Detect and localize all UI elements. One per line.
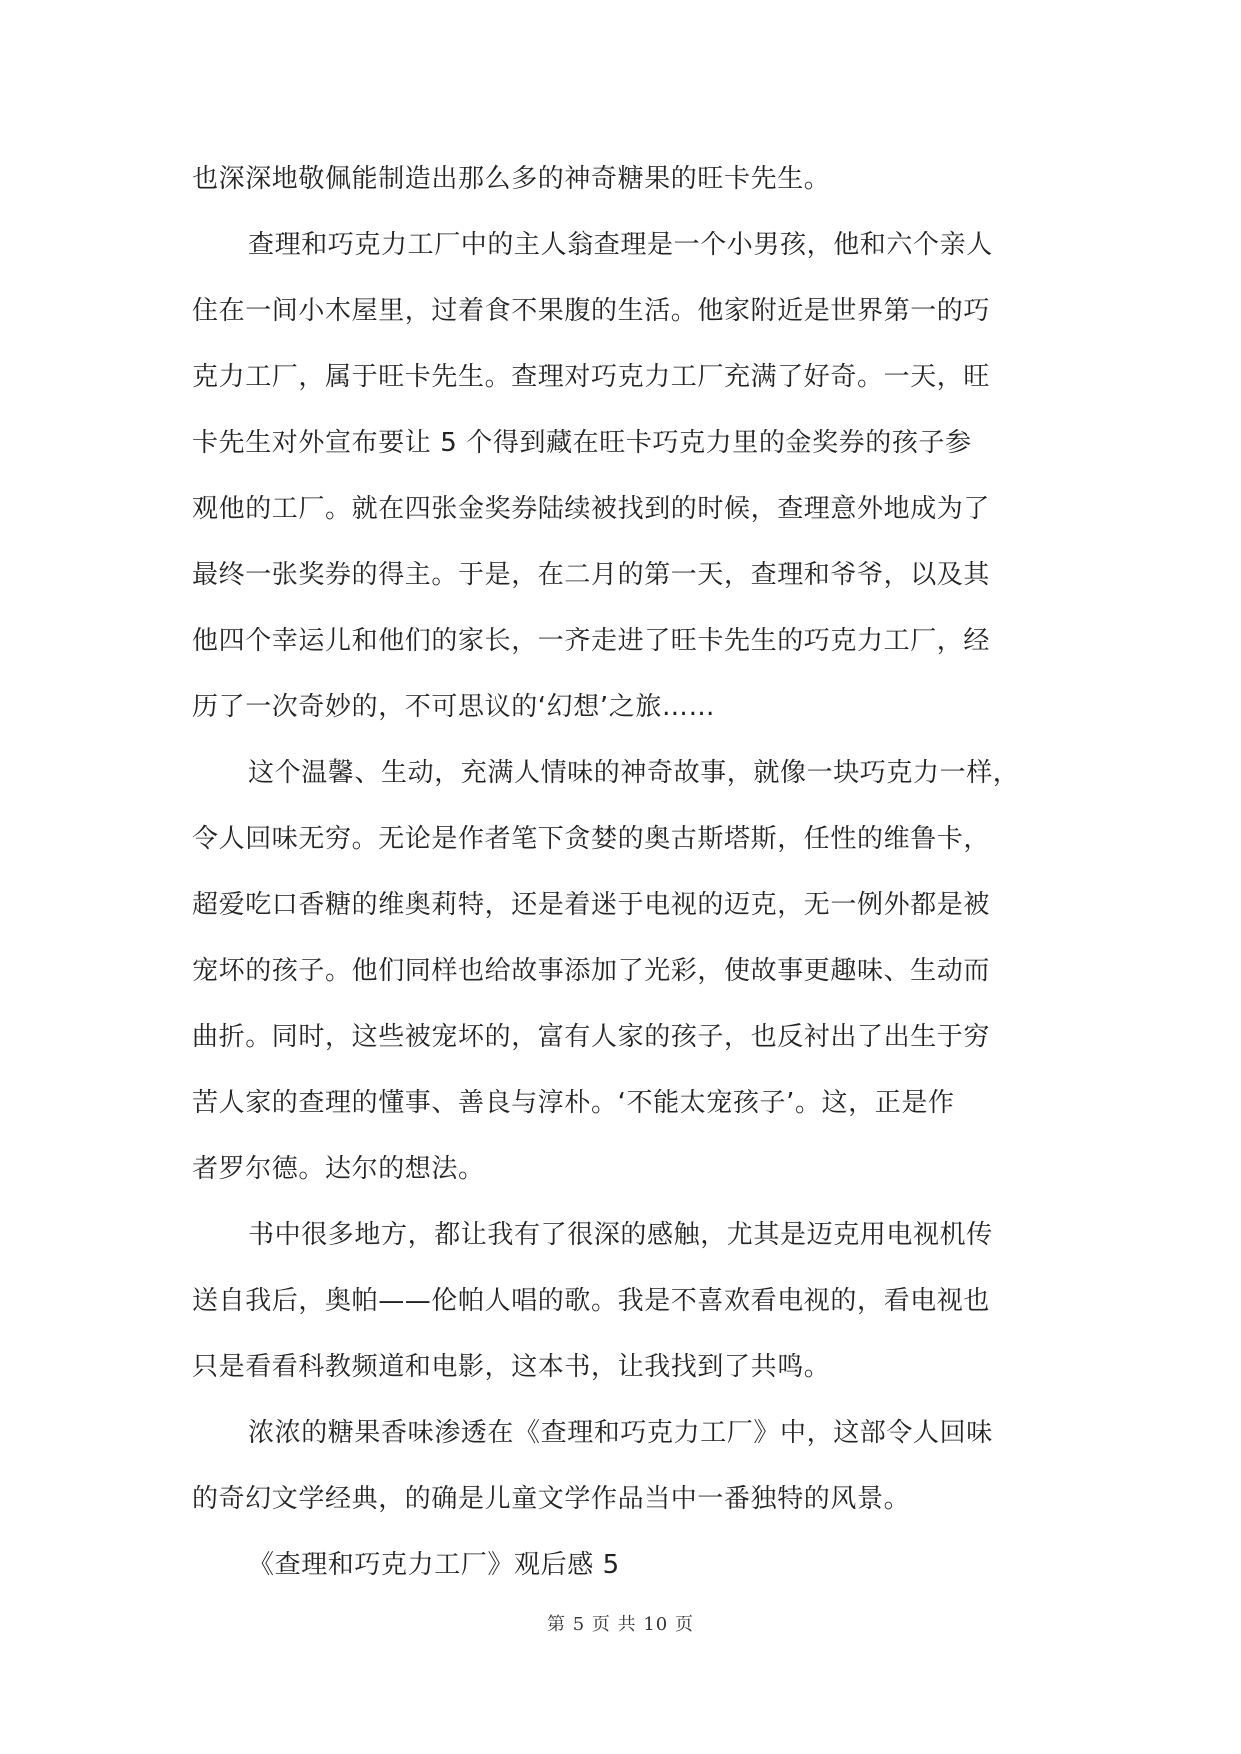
text-line: 令人回味无穷。无论是作者笔下贪婪的奥古斯塔斯，任性的维鲁卡， (192, 824, 991, 854)
text-line: 克力工厂，属于旺卡先生。查理对巧克力工厂充满了好奇。一天，旺 (192, 362, 991, 392)
text-line: 曲折。同时，这些被宠坏的，富有人家的孩子，也反衬出了出生于穷 (192, 1022, 991, 1052)
text-line: 观他的工厂。就在四张金奖券陆续被找到的时候，查理意外地成为了 (192, 494, 991, 524)
text-line: 这个温馨、生动，充满人情味的神奇故事，就像一块巧克力一样， (248, 758, 1020, 788)
text-line: 最终一张奖券的得主。于是，在二月的第一天，查理和爷爷，以及其 (192, 560, 991, 590)
text-line: 只是看看科教频道和电影，这本书，让我找到了共鸣。 (192, 1352, 831, 1382)
document-body (192, 146, 1050, 1598)
text-line: 送自我后，奥帕——伦帕人唱的歌。我是不喜欢看电视的，看电视也 (192, 1286, 991, 1316)
text-line: 住在一间小木屋里，过着食不果腹的生活。他家附近是世界第一的巧 (192, 296, 991, 326)
text-line: 卡先生对外宣布要让 5 个得到藏在旺卡巧克力里的金奖券的孩子参 (192, 428, 972, 458)
page-number-label: 第 5 页 共 10 页 (547, 1614, 694, 1635)
text-line: 查理和巧克力工厂中的主人翁查理是一个小男孩，他和六个亲人 (248, 230, 993, 260)
text-line: 者罗尔德。达尔的想法。 (192, 1154, 485, 1184)
text-line: 浓浓的糖果香味渗透在《查理和巧克力工厂》中，这部令人回味 (248, 1418, 993, 1448)
text-line: 历了一次奇妙的，不可思议的‘幻想’之旅…… (192, 692, 716, 722)
page-footer (0, 1610, 1241, 1636)
text-line: 书中很多地方，都让我有了很深的感触，尤其是迈克用电视机传 (248, 1220, 993, 1250)
text-line: 苦人家的查理的懂事、善良与淳朴。‘不能太宠孩子’。这，正是作 (192, 1088, 955, 1118)
text-line: 《查理和巧克力工厂》观后感 5 (248, 1550, 620, 1580)
text-line: 超爱吃口香糖的维奥莉特，还是着迷于电视的迈克，无一例外都是被 (192, 890, 991, 920)
text-line: 宠坏的孩子。他们同样也给故事添加了光彩，使故事更趣味、生动而 (192, 956, 991, 986)
text-line: 也深深地敬佩能制造出那么多的神奇糖果的旺卡先生。 (192, 164, 831, 194)
text-line: 他四个幸运儿和他们的家长，一齐走进了旺卡先生的巧克力工厂，经 (192, 626, 991, 656)
text-line: 的奇幻文学经典，的确是儿童文学作品当中一番独特的风景。 (192, 1484, 911, 1514)
